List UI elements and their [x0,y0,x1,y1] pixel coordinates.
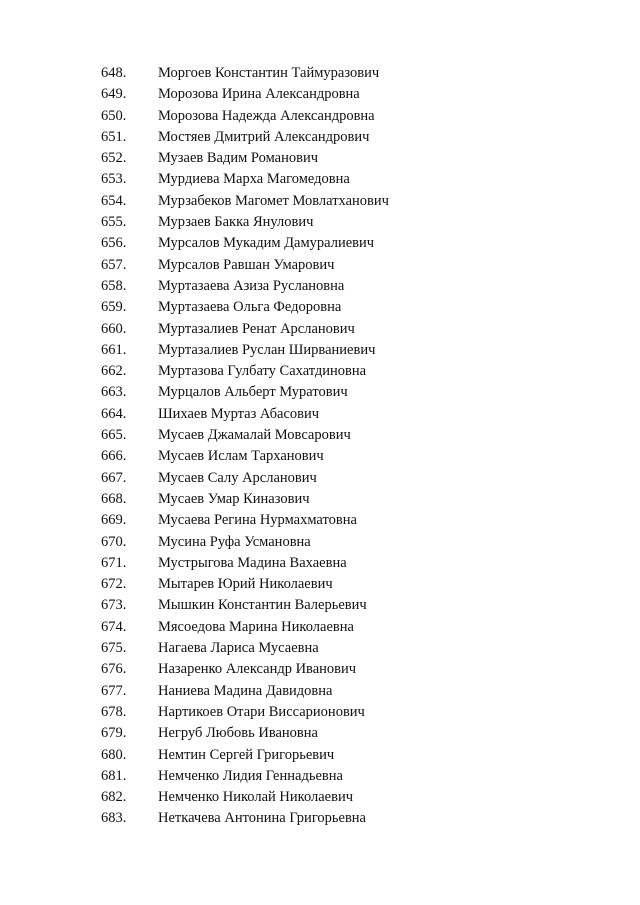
item-number: 675. [101,640,127,657]
list-item [0,808,640,829]
person-name: Моргоев Константин Таймуразович [158,65,380,81]
list-item [0,382,640,403]
list-item [0,297,640,318]
list-item [0,553,640,574]
list-item [0,84,640,105]
person-name: Мусина Руфа Усмановна [158,533,311,550]
person-name: Нагаева Лариса Мусаевна [158,640,319,657]
list-item [0,659,640,680]
item-number: 651. [101,128,127,145]
person-name: Муртазалиев Ренат Арсланович [158,320,355,337]
item-number: 671. [101,554,127,571]
list-item [0,489,640,510]
person-name: Мурзаев Бакка Янулович [158,214,314,231]
list-item [0,233,640,254]
item-number: 662. [101,363,127,380]
item-number: 674. [101,618,127,635]
item-number: 660. [101,320,127,337]
item-number: 681. [101,767,127,784]
person-name: Мостяев Дмитрий Александрович [158,128,370,145]
list-item [0,319,640,340]
person-name: Назаренко Александр Иванович [158,661,357,678]
person-name: Муртазаева Азиза Руслановна [158,277,345,294]
person-name: Муртазалиев Руслан Ширваниевич [158,341,376,358]
item-number: 656. [101,235,127,252]
person-name: Мустрыгова Мадина Вахаевна [158,554,347,571]
list-item [0,212,640,233]
list-item [0,787,640,808]
person-name: Мусаев Ислам Тарханович [158,448,324,465]
item-number: 683. [101,810,127,827]
item-number: 655. [101,214,127,231]
list-item [0,361,640,382]
list-item [0,169,640,190]
list-item [0,638,640,659]
person-name: Мурсалов Равшан Умарович [158,256,335,273]
item-number: 658. [101,277,127,294]
person-name: Мусаев Джамалай Мовсарович [158,427,351,444]
item-number: 664. [101,405,127,422]
list-item [0,404,640,425]
list-item [0,681,640,702]
person-name: Немтин Сергей Григорьевич [158,746,335,763]
item-number: 676. [101,661,127,678]
item-number: 667. [101,469,127,486]
item-number: 682. [101,789,127,806]
item-number: 670. [101,533,127,550]
list-item [0,766,640,787]
person-name: Мурсалов Мукадим Дамуралиевич [158,235,375,252]
list-item [0,127,640,148]
item-number: 665. [101,427,127,444]
list-item [0,191,640,212]
person-name: Шихаев Муртаз Абасович [158,405,320,422]
list-item [0,276,640,297]
item-number: 652. [101,150,127,167]
item-number: 649. [101,86,127,103]
person-name: Музаев Вадим Романович [158,150,318,167]
person-name: Муртазова Гулбату Сахатдиновна [158,363,367,380]
person-name: Мусаев Салу Арсланович [158,469,317,486]
item-number: 659. [101,299,127,316]
item-number: 663. [101,384,127,401]
person-name: Негруб Любовь Ивановна [158,725,318,742]
numbered-name-list [0,63,640,830]
item-number: 654. [101,192,127,209]
item-number: 668. [101,490,127,507]
item-number: 679. [101,725,127,742]
item-number: 673. [101,597,127,614]
list-item [0,106,640,127]
person-name: Мусаева Регина Нурмахматовна [158,512,357,529]
person-name: Неткачева Антонина Григорьевна [158,810,366,827]
person-name: Мытарев Юрий Николаевич [158,576,333,593]
list-item [0,702,640,723]
item-number: 677. [101,682,127,699]
person-name: Немченко Николай Николаевич [158,789,354,806]
list-item [0,723,640,744]
item-number: 669. [101,512,127,529]
person-name: Мясоедова Марина Николаевна [158,618,354,635]
item-number: 666. [101,448,127,465]
item-number: 680. [101,746,127,763]
item-number: 653. [101,171,127,188]
list-item [0,425,640,446]
person-name: Морозова Надежда Александровна [158,107,375,124]
person-name: Муртазаева Ольга Федоровна [158,299,342,316]
person-name: Наниева Мадина Давидовна [158,682,333,699]
list-item [0,595,640,616]
list-item [0,255,640,276]
list-item [0,574,640,595]
list-item [0,468,640,489]
item-number: 648. [101,65,127,81]
item-number: 650. [101,107,127,124]
list-item [0,446,640,467]
list-item [0,745,640,766]
list-item [0,510,640,531]
person-name: Мурдиева Марха Магомедовна [158,171,350,188]
item-number: 678. [101,703,127,720]
person-name: Нартикоев Отари Виссарионович [158,703,365,720]
list-item [0,148,640,169]
list-item [0,340,640,361]
person-name: Морозова Ирина Александровна [158,86,360,103]
person-name: Мусаев Умар Киназович [158,490,310,507]
person-name: Мурцалов Альберт Муратович [158,384,348,401]
list-item [0,617,640,638]
list-item [0,532,640,553]
item-number: 672. [101,576,127,593]
item-number: 661. [101,341,127,358]
list-item [0,63,640,84]
person-name: Мурзабеков Магомет Мовлатханович [158,192,389,209]
person-name: Мышкин Константин Валерьевич [158,597,367,614]
person-name: Немченко Лидия Геннадьевна [158,767,343,784]
item-number: 657. [101,256,127,273]
